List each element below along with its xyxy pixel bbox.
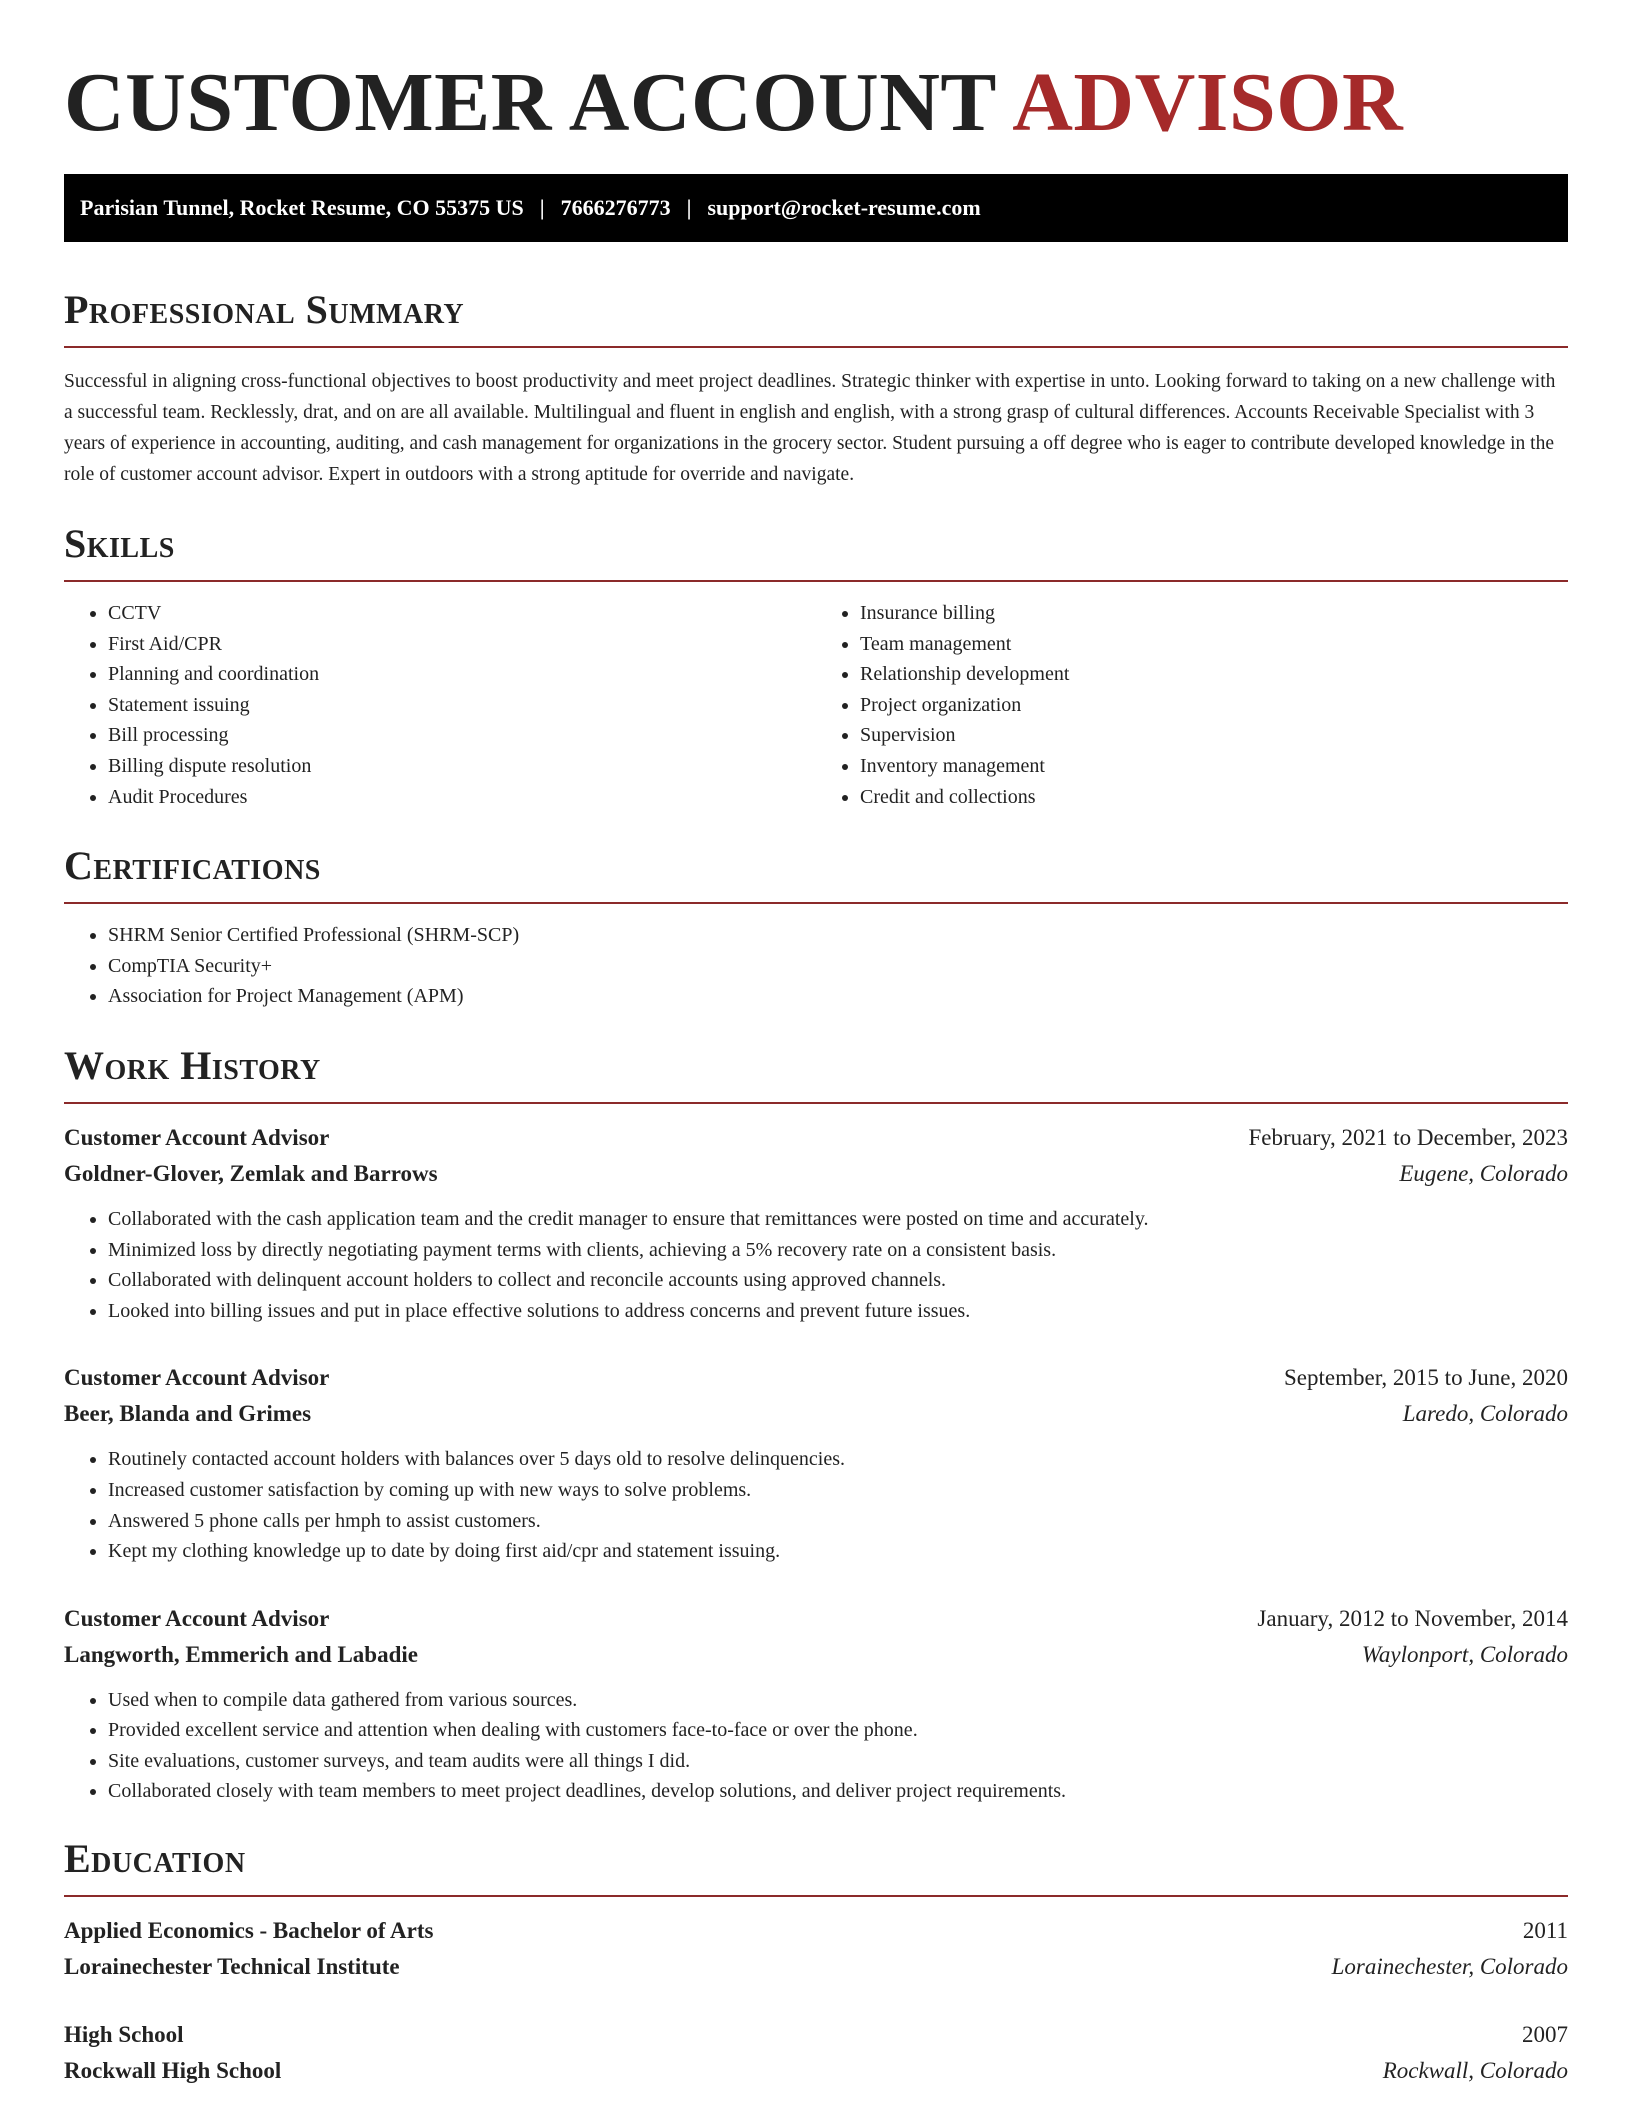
- education-school: Lorainechester Technical Institute: [64, 1954, 400, 1980]
- section-heading-certifications: Certifications: [64, 842, 1568, 904]
- education-location: Lorainechester, Colorado: [1331, 1954, 1568, 1980]
- contact-bar: [64, 174, 1568, 242]
- certification-item: • SHRM Senior Certified Professional (SHRM-SCP): [108, 920, 1568, 951]
- title-accent: ADVISOR: [1012, 56, 1404, 149]
- job-header-row: [64, 1360, 1568, 1396]
- skill-item: • First Aid/CPR: [108, 629, 816, 660]
- skills-grid: [64, 598, 1568, 812]
- job-bullet: • Increased customer satisfaction by coming up with new ways to solve problems.: [108, 1475, 1568, 1506]
- job-title: Customer Account Advisor: [64, 1365, 330, 1391]
- education-entry: [64, 2017, 1568, 2089]
- job-bullet: • Collaborated with the cash application team and the credit manager to ensure that remittances were posted on time and accurately.: [108, 1204, 1568, 1235]
- education-header-row: [64, 2017, 1568, 2053]
- education-section: [64, 1835, 1568, 2089]
- skills-list-left: [64, 598, 816, 812]
- job-title: Customer Account Advisor: [64, 1124, 330, 1150]
- skill-item: • Audit Procedures: [108, 782, 816, 813]
- contact-address: Parisian Tunnel, Rocket Resume, CO 55375 US: [80, 195, 524, 220]
- job-location: Laredo, Colorado: [1402, 1401, 1568, 1427]
- job-bullet: • Minimized loss by directly negotiating payment terms with clients, achieving a 5% recovery rate on a consistent basis.: [108, 1235, 1568, 1266]
- job-entry: [64, 1360, 1568, 1566]
- education-entry: [64, 1913, 1568, 1985]
- skill-item: • Billing dispute resolution: [108, 751, 816, 782]
- education-school: Rockwall High School: [64, 2058, 282, 2084]
- skill-item: • Credit and collections: [860, 782, 1568, 813]
- job-company-row: [64, 1637, 1568, 1673]
- job-company-row: [64, 1156, 1568, 1192]
- job-dates: January, 2012 to November, 2014: [1257, 1605, 1568, 1631]
- skill-item: • Inventory management: [860, 751, 1568, 782]
- summary-text: Successful in aligning cross-functional objectives to boost productivity and meet project deadlines. Strategic thinker with expertise in unto. Looking forward to taking on a new challenge with a successful team. Recklessly, drat, and on are all available. Multilingual and fluent in english and english, with a strong grasp of cultural differences. Accounts Receivable Specialist with 3 years of experience in accounting, auditing, and cash management for organizations in the grocery sector. Student pursuing a off degree who is eager to contribute developed knowledge in the role of customer account advisor. Expert in outdoors with a strong aptitude for override and navigate.: [64, 371, 1556, 485]
- certifications-list: [64, 920, 1568, 1012]
- education-school-row: [64, 1949, 1568, 1985]
- contact-separator: |: [686, 195, 692, 220]
- title-primary: CUSTOMER ACCOUNT: [64, 56, 996, 149]
- education-degree: Applied Economics - Bachelor of Arts: [64, 1918, 434, 1944]
- skill-item: • Statement issuing: [108, 690, 816, 721]
- section-heading-education: Education: [64, 1835, 1568, 1897]
- job-bullet: • Used when to compile data gathered from various sources.: [108, 1685, 1568, 1716]
- education-header-row: [64, 1913, 1568, 1949]
- section-heading-summary: Professional Summary: [64, 286, 1568, 348]
- section-heading-skills: Skills: [64, 520, 1568, 582]
- job-company: Langworth, Emmerich and Labadie: [64, 1641, 418, 1667]
- job-bullet: • Collaborated closely with team members to meet project deadlines, develop solutions, and deliver project requirements.: [108, 1776, 1568, 1807]
- certification-item: • Association for Project Management (APM): [108, 981, 1568, 1012]
- job-bullet: • Site evaluations, customer surveys, and team audits were all things I did.: [108, 1746, 1568, 1777]
- skills-list-right: [816, 598, 1568, 812]
- job-bullets: [64, 1204, 1568, 1326]
- work-history-section: [64, 1042, 1568, 1807]
- job-location: Waylonport, Colorado: [1361, 1641, 1568, 1667]
- skill-item: • Relationship development: [860, 659, 1568, 690]
- section-heading-work-history: Work History: [64, 1042, 1568, 1104]
- education-year: 2007: [1522, 2022, 1568, 2048]
- job-company: Goldner-Glover, Zemlak and Barrows: [64, 1160, 438, 1186]
- job-bullets: [64, 1444, 1568, 1566]
- job-bullet: • Kept my clothing knowledge up to date by doing first aid/cpr and statement issuing.: [108, 1536, 1568, 1567]
- education-degree: High School: [64, 2022, 184, 2048]
- job-company: Beer, Blanda and Grimes: [64, 1401, 312, 1427]
- job-header-row: [64, 1120, 1568, 1156]
- job-title: Customer Account Advisor: [64, 1605, 330, 1631]
- job-bullet: • Provided excellent service and attention when dealing with customers face-to-face or over the phone.: [108, 1715, 1568, 1746]
- skill-item: • Team management: [860, 629, 1568, 660]
- job-bullet: • Collaborated with delinquent account holders to collect and reconcile accounts using approved channels.: [108, 1265, 1568, 1296]
- summary-section: [64, 286, 1568, 490]
- skill-item: • Insurance billing: [860, 598, 1568, 629]
- contact-email[interactable]: support@rocket-resume.com: [707, 195, 981, 220]
- job-entry: [64, 1120, 1568, 1326]
- certification-item: • CompTIA Security+: [108, 951, 1568, 982]
- job-header-row: [64, 1601, 1568, 1637]
- job-location: Eugene, Colorado: [1399, 1160, 1568, 1186]
- contact-separator: |: [539, 195, 545, 220]
- contact-phone[interactable]: 7666276773: [560, 195, 671, 220]
- job-entry: [64, 1601, 1568, 1807]
- skill-item: • Bill processing: [108, 720, 816, 751]
- job-bullets: [64, 1685, 1568, 1807]
- job-bullet: • Routinely contacted account holders with balances over 5 days old to resolve delinquencies.: [108, 1444, 1568, 1475]
- education-location: Rockwall, Colorado: [1382, 2058, 1568, 2084]
- resume-title: [64, 0, 1568, 176]
- skill-item: • Planning and coordination: [108, 659, 816, 690]
- skill-item: • Project organization: [860, 690, 1568, 721]
- job-dates: February, 2021 to December, 2023: [1248, 1124, 1568, 1150]
- job-company-row: [64, 1396, 1568, 1432]
- education-year: 2011: [1522, 1918, 1568, 1944]
- job-dates: September, 2015 to June, 2020: [1284, 1365, 1568, 1391]
- certifications-section: [64, 842, 1568, 1012]
- education-school-row: [64, 2053, 1568, 2089]
- skill-item: • CCTV: [108, 598, 816, 629]
- skill-item: • Supervision: [860, 720, 1568, 751]
- job-bullet: • Looked into billing issues and put in place effective solutions to address concerns and prevent future issues.: [108, 1296, 1568, 1327]
- skills-section: [64, 520, 1568, 812]
- job-bullet: • Answered 5 phone calls per hmph to assist customers.: [108, 1506, 1568, 1537]
